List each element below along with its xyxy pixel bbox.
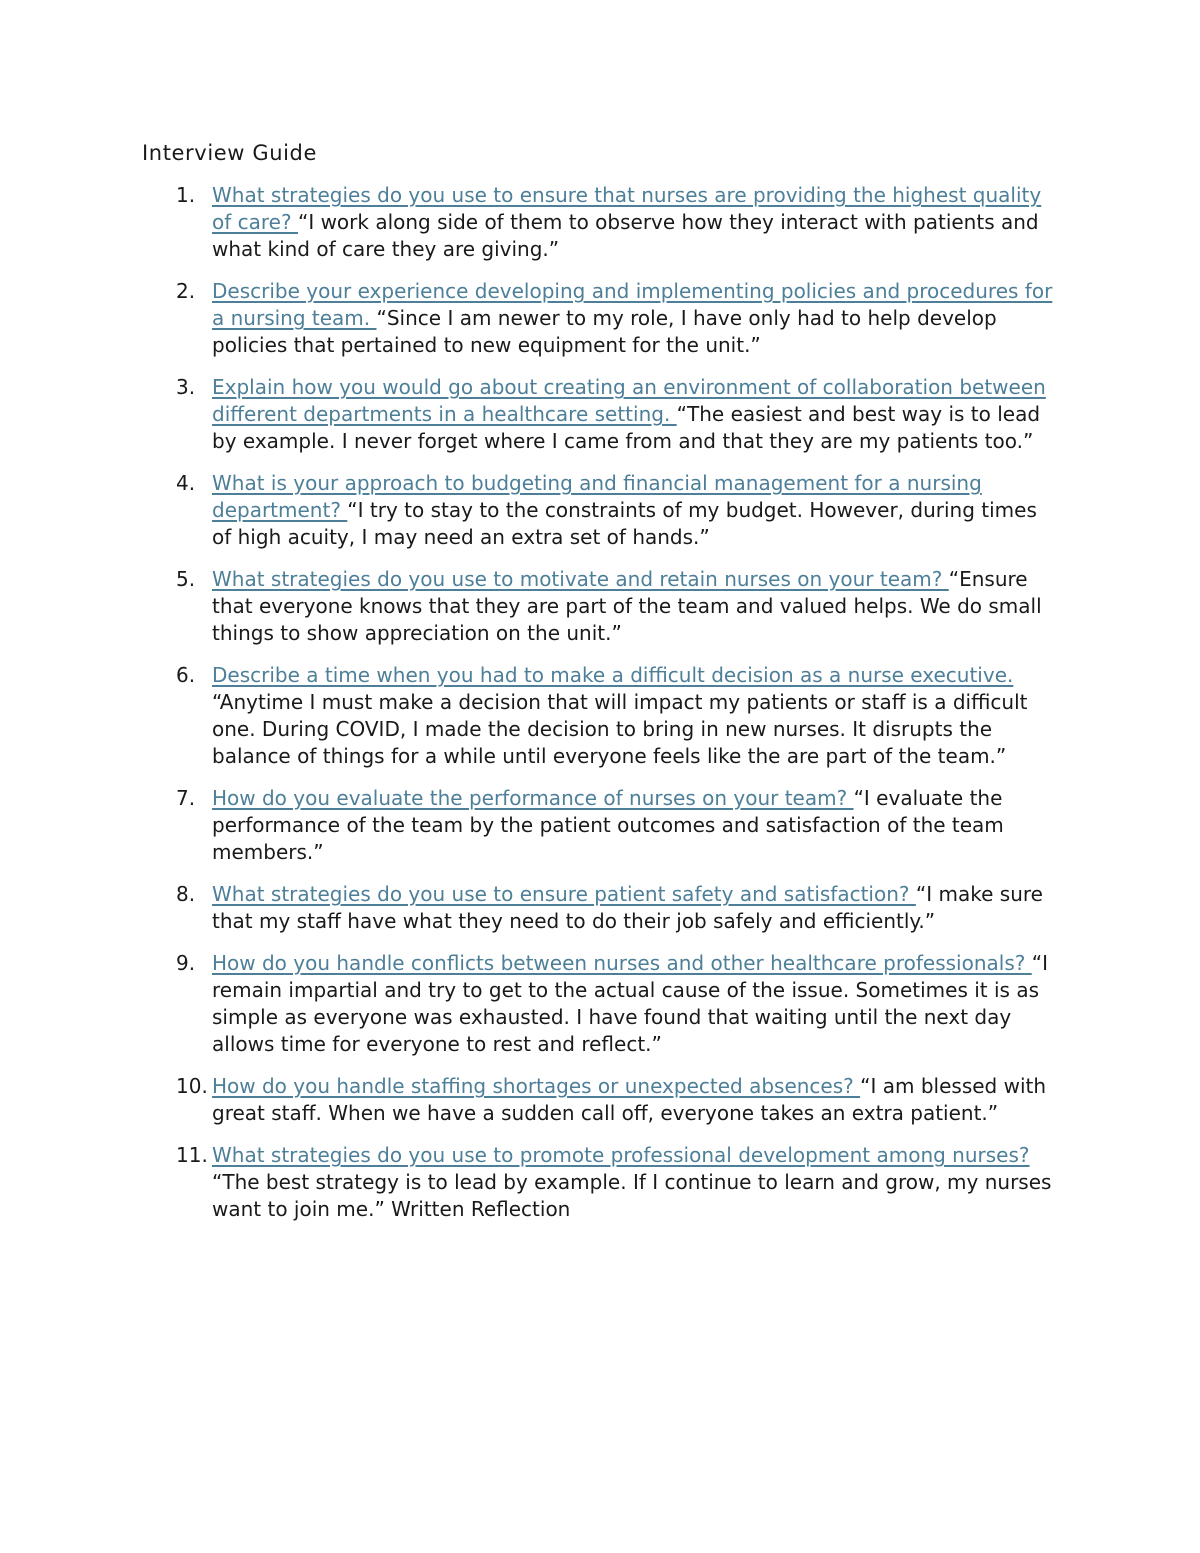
question-link[interactable]: What strategies do you use to ensure patient safety and satisfaction? xyxy=(212,882,916,906)
question-link[interactable]: Describe a time when you had to make a difficult decision as a nurse executive. xyxy=(212,663,1014,687)
list-item xyxy=(0,785,1058,866)
question-link[interactable]: What strategies do you use to motivate and retain nurses on your team? xyxy=(212,567,949,591)
answer-text: “I work along side of them to observe how they interact with patients and what kind of care they are giving.” xyxy=(212,210,1039,261)
answer-text: “I remain impartial and try to get to the actual cause of the issue. Sometimes it is as simple as everyone was exhausted. I have found that waiting until the next day allows time for everyone to rest and reflect.” xyxy=(212,951,1048,1056)
list-item xyxy=(0,881,1058,935)
item-number: 2. xyxy=(176,279,196,303)
answer-text: “I am blessed with great staff. When we have a sudden call off, everyone takes an extra patient.” xyxy=(212,1074,1047,1125)
item-number: 4. xyxy=(176,471,196,495)
item-number: 7. xyxy=(176,786,196,810)
question-link[interactable]: Explain how you would go about creating an environment of collaboration between different departments in a healthcare setting. xyxy=(212,375,1046,426)
list-item xyxy=(0,662,1058,770)
question-link[interactable]: Describe your experience developing and implementing policies and procedures for a nursing team. xyxy=(212,279,1053,330)
page-title: Interview Guide xyxy=(142,141,317,165)
answer-text: “Anytime I must make a decision that will impact my patients or staff is a difficult one. During COVID, I made the decision to bring in new nurses. It disrupts the balance of things for a while until everyone feels like the are part of the team.” xyxy=(212,690,1028,768)
item-number: 10. xyxy=(176,1074,208,1098)
list-item xyxy=(0,278,1058,359)
question-link[interactable]: How do you evaluate the performance of nurses on your team? xyxy=(212,786,854,810)
question-link[interactable]: What strategies do you use to promote professional development among nurses? xyxy=(212,1143,1030,1167)
question-link[interactable]: How do you handle conflicts between nurses and other healthcare professionals? xyxy=(212,951,1032,975)
item-number: 1. xyxy=(176,183,196,207)
answer-text: “Since I am newer to my role, I have only had to help develop policies that pertained to new equipment for the unit.” xyxy=(212,306,997,357)
list-item xyxy=(0,374,1058,455)
list-item xyxy=(0,566,1058,647)
answer-text: “I try to stay to the constraints of my budget. However, during times of high acuity, I may need an extra set of hands.” xyxy=(212,498,1037,549)
answer-text: “I make sure that my staff have what they need to do their job safely and efficiently.” xyxy=(212,882,1043,933)
item-number: 8. xyxy=(176,882,196,906)
answer-text: “The best strategy is to lead by example. If I continue to learn and grow, my nurses want to join me.” Written Reflection xyxy=(212,1170,1052,1221)
question-link[interactable]: What is your approach to budgeting and financial management for a nursing department? xyxy=(212,471,982,522)
list-item xyxy=(0,1142,1058,1223)
answer-text: “The easiest and best way is to lead by example. I never forget where I came from and that they are my patients too.” xyxy=(212,402,1041,453)
question-link[interactable]: What strategies do you use to ensure that nurses are providing the highest quality of care? xyxy=(212,183,1042,234)
item-number: 9. xyxy=(176,951,196,975)
list-item xyxy=(0,470,1058,551)
interview-question-list xyxy=(0,182,1200,1238)
answer-text: “Ensure that everyone knows that they are part of the team and valued helps. We do small things to show appreciation on the unit.” xyxy=(212,567,1042,645)
question-link[interactable]: How do you handle staffing shortages or unexpected absences? xyxy=(212,1074,861,1098)
item-number: 5. xyxy=(176,567,196,591)
list-item xyxy=(0,182,1058,263)
list-item xyxy=(0,1073,1058,1127)
item-number: 3. xyxy=(176,375,196,399)
item-number: 11. xyxy=(176,1143,208,1167)
answer-text: “I evaluate the performance of the team by the patient outcomes and satisfaction of the team members.” xyxy=(212,786,1004,864)
list-item xyxy=(0,950,1058,1058)
item-number: 6. xyxy=(176,663,196,687)
